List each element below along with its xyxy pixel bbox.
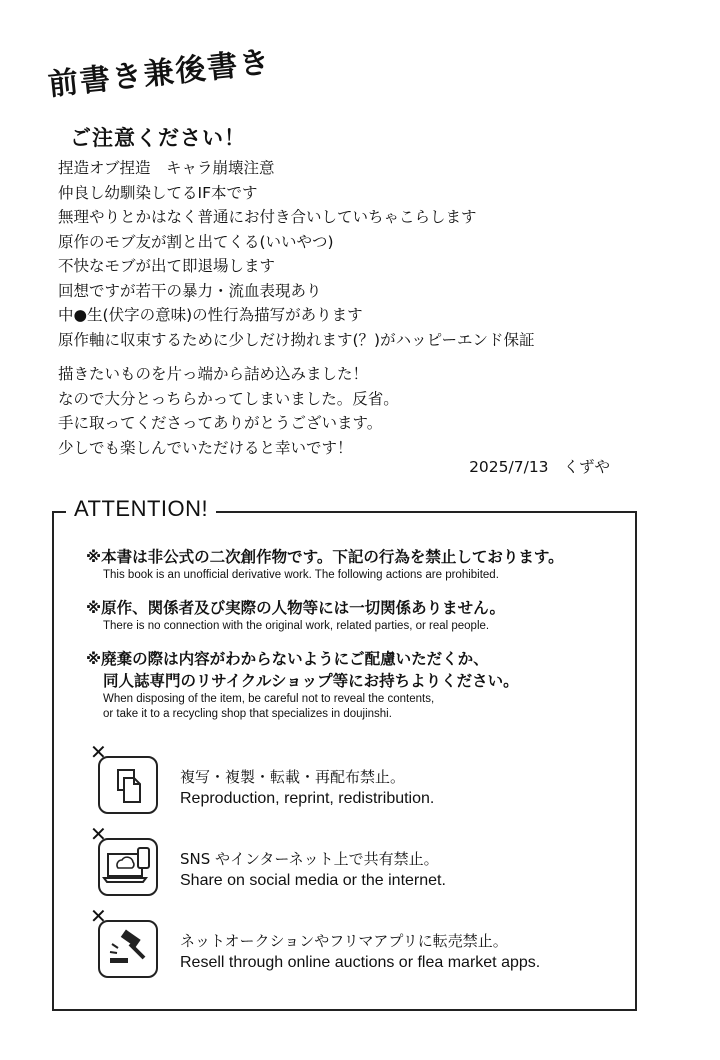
author-name: くずや [563,458,610,476]
afterword-line: なので大分とっちらかってしまいました。反省。 [58,389,399,408]
notice-en: When disposing of the item, be careful not to reveal the contents, [103,693,435,705]
caution-heading: ご注意ください！ [70,126,246,150]
rule-jp: SNS やインターネット上で共有禁止。 [180,850,439,868]
note-line: 捏造オブ捏造 キャラ崩壊注意 [58,159,275,177]
note-line: 仲良し幼馴染してるIF本です [58,183,258,202]
devices-icon [98,838,158,896]
note-line: 回想ですが若干の暴力・流血表現あり [58,281,322,300]
notice-unofficial [86,546,564,583]
notice-jp: ※本書は非公式の二次創作物です。下記の行為を禁止しております。 [86,548,564,566]
copy-icon [98,756,158,814]
rule-jp: ネットオークションやフリマアプリに転売禁止。 [180,932,508,950]
gavel-icon [98,920,158,978]
notice-no-relation [86,597,505,634]
note-line: 無理やりとかはなく普通にお付き合いしていちゃこらします [58,208,477,226]
page-title: 前書き兼後書き [46,44,273,103]
date-signature [469,455,610,477]
rule-en: Reproduction, reprint, redistribution. [180,790,435,807]
rule-no-resale [90,904,592,984]
caution-notes-list [58,156,534,352]
date: 2025/7/13 [469,458,549,476]
rule-en: Share on social media or the internet. [180,872,446,889]
notice-jp: ※廃棄の際は内容がわからないようにご配慮いただくか、 [86,650,489,668]
note-line: 不快なモブが出て即退場します [58,257,276,275]
notice-jp: ※原作、関係者及び実際の人物等には一切関係ありません。 [86,599,506,617]
afterword-line: 描きたいものを片っ端から詰め込みました！ [58,365,369,383]
notice-en: This book is an unofficial derivative work. The following actions are prohibited. [103,569,499,581]
notice-en: or take it to a recycling shop that specializes in doujinshi. [103,708,392,720]
note-line: 原作のモブ友が割と出てくる(いいやつ) [58,232,334,251]
prohibited-mark: ✕ [90,904,107,928]
rule-jp: 複写・複製・転載・再配布禁止。 [180,768,406,786]
prohibited-mark: ✕ [90,740,107,764]
notice-jp: 同人誌専門のリサイクルショップ等にお持ちよりください。 [103,672,519,690]
notice-disposal [86,648,519,722]
attention-heading: ATTENTION! [66,496,216,522]
note-line: 原作軸に収束するために少しだけ拗れます(？)がハッピーエンド保証 [58,330,535,349]
afterword-line: 手に取ってくださってありがとうございます。 [58,414,383,432]
prohibited-mark: ✕ [90,822,107,846]
afterword-line: 少しでも楽しんでいただけると幸いです！ [58,438,353,457]
note-line: 中●生(伏字の意味)の性行為描写があります [58,306,363,324]
rule-no-reproduction [90,740,592,820]
notice-en: There is no connection with the original work, related parties, or real people. [103,620,490,632]
afterword-list [58,362,399,460]
rule-en: Resell through online auctions or flea market apps. [180,954,541,971]
rule-no-sharing [90,822,592,902]
